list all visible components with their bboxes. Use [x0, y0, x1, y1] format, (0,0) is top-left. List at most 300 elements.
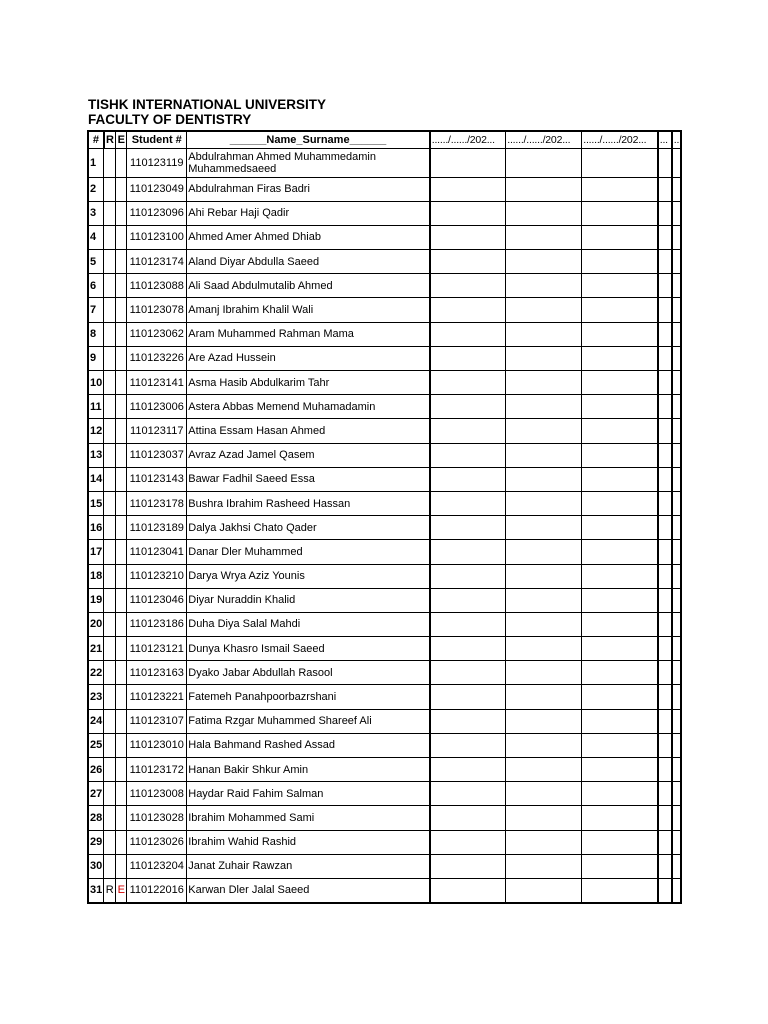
row-date-3-cell — [582, 540, 658, 564]
row-student-name: Fatemeh Panahpoorbazrshani — [187, 685, 430, 709]
row-extra-2-cell — [672, 782, 681, 806]
row-extra-1-cell — [658, 516, 672, 540]
row-date-2-cell — [506, 830, 582, 854]
row-extra-2-cell — [672, 878, 681, 902]
row-r-mark — [104, 419, 116, 443]
row-student-name: Are Azad Hussein — [187, 346, 430, 370]
row-extra-1-cell — [658, 491, 672, 515]
row-r-mark — [104, 395, 116, 419]
row-date-2-cell — [506, 371, 582, 395]
row-student-id: 110123141 — [127, 371, 187, 395]
row-date-1-cell — [430, 540, 506, 564]
row-student-name: Attina Essam Hasan Ahmed — [187, 419, 430, 443]
table-row — [88, 395, 681, 419]
row-student-id: 110123049 — [127, 177, 187, 201]
row-extra-1-cell — [658, 371, 672, 395]
row-date-3-cell — [582, 201, 658, 225]
row-number: 12 — [88, 419, 104, 443]
row-date-3-cell — [582, 274, 658, 298]
row-date-1-cell — [430, 443, 506, 467]
row-student-id: 110123204 — [127, 854, 187, 878]
row-extra-1-cell — [658, 177, 672, 201]
table-row — [88, 371, 681, 395]
row-number: 5 — [88, 250, 104, 274]
row-extra-2-cell — [672, 758, 681, 782]
row-extra-1-cell — [658, 148, 672, 177]
table-row — [88, 540, 681, 564]
table-row — [88, 830, 681, 854]
row-extra-1-cell — [658, 322, 672, 346]
row-date-2-cell — [506, 346, 582, 370]
row-extra-1-cell — [658, 878, 672, 902]
row-student-name: Dalya Jakhsi Chato Qader — [187, 516, 430, 540]
row-extra-1-cell — [658, 298, 672, 322]
row-e-mark — [116, 148, 127, 177]
row-student-id: 110123037 — [127, 443, 187, 467]
header-date-2: ....../....../202... — [506, 131, 582, 148]
row-number: 26 — [88, 758, 104, 782]
row-student-id: 110123189 — [127, 516, 187, 540]
e-mark-text: E — [117, 884, 125, 897]
row-r-mark — [104, 274, 116, 298]
row-date-2-cell — [506, 419, 582, 443]
row-extra-1-cell — [658, 274, 672, 298]
row-student-id: 110123088 — [127, 274, 187, 298]
row-date-2-cell — [506, 758, 582, 782]
row-r-mark — [104, 758, 116, 782]
row-extra-1-cell — [658, 588, 672, 612]
row-extra-2-cell — [672, 298, 681, 322]
row-student-name: Duha Diya Salal Mahdi — [187, 612, 430, 636]
row-date-1-cell — [430, 201, 506, 225]
row-e-mark — [116, 540, 127, 564]
row-number: 7 — [88, 298, 104, 322]
row-date-1-cell — [430, 274, 506, 298]
row-extra-2-cell — [672, 830, 681, 854]
row-number: 13 — [88, 443, 104, 467]
row-date-2-cell — [506, 274, 582, 298]
row-number: 1 — [88, 148, 104, 177]
header-extra-1: ... — [658, 131, 672, 148]
row-number: 16 — [88, 516, 104, 540]
row-date-2-cell — [506, 298, 582, 322]
row-date-3-cell — [582, 806, 658, 830]
row-extra-2-cell — [672, 274, 681, 298]
row-e-mark — [116, 854, 127, 878]
row-student-name: Dunya Khasro Ismail Saeed — [187, 637, 430, 661]
row-date-1-cell — [430, 612, 506, 636]
row-e-mark — [116, 201, 127, 225]
row-date-1-cell — [430, 516, 506, 540]
row-r-mark: R — [104, 878, 116, 902]
row-date-2-cell — [506, 612, 582, 636]
row-number: 17 — [88, 540, 104, 564]
table-row — [88, 758, 681, 782]
row-e-mark — [116, 661, 127, 685]
row-date-2-cell — [506, 782, 582, 806]
row-student-name: Abdulrahman Firas Badri — [187, 177, 430, 201]
table-row — [88, 346, 681, 370]
row-date-2-cell — [506, 177, 582, 201]
table-row — [88, 637, 681, 661]
row-e-mark — [116, 806, 127, 830]
row-date-3-cell — [582, 395, 658, 419]
row-date-1-cell — [430, 637, 506, 661]
row-student-name: Abdulrahman Ahmed Muhammedamin Muhammedsaeed — [187, 148, 430, 177]
row-date-3-cell — [582, 467, 658, 491]
header-e: E — [116, 131, 127, 148]
row-e-mark — [116, 225, 127, 249]
row-e-mark — [116, 782, 127, 806]
table-row — [88, 612, 681, 636]
row-date-1-cell — [430, 588, 506, 612]
row-number: 18 — [88, 564, 104, 588]
table-row — [88, 298, 681, 322]
row-e-mark — [116, 491, 127, 515]
header-extra-2: .. — [672, 131, 681, 148]
row-e-mark — [116, 177, 127, 201]
table-row — [88, 733, 681, 757]
row-extra-1-cell — [658, 564, 672, 588]
row-student-id: 110123026 — [127, 830, 187, 854]
row-extra-1-cell — [658, 540, 672, 564]
row-e-mark — [116, 322, 127, 346]
header-date-3: ....../....../202... — [582, 131, 658, 148]
row-date-2-cell — [506, 685, 582, 709]
table-row — [88, 878, 681, 902]
row-extra-2-cell — [672, 661, 681, 685]
table-row — [88, 419, 681, 443]
row-number: 21 — [88, 637, 104, 661]
row-student-name: Bawar Fadhil Saeed Essa — [187, 467, 430, 491]
row-r-mark — [104, 782, 116, 806]
row-date-3-cell — [582, 419, 658, 443]
row-extra-2-cell — [672, 395, 681, 419]
row-e-mark — [116, 298, 127, 322]
row-extra-2-cell — [672, 225, 681, 249]
row-r-mark — [104, 685, 116, 709]
row-extra-2-cell — [672, 148, 681, 177]
row-extra-2-cell — [672, 371, 681, 395]
row-student-name: Darya Wrya Aziz Younis — [187, 564, 430, 588]
row-date-2-cell — [506, 395, 582, 419]
row-r-mark — [104, 733, 116, 757]
table-row — [88, 516, 681, 540]
row-date-3-cell — [582, 491, 658, 515]
row-date-2-cell — [506, 661, 582, 685]
row-student-id: 110123100 — [127, 225, 187, 249]
row-number: 15 — [88, 491, 104, 515]
row-student-id: 110123107 — [127, 709, 187, 733]
row-student-id: 110123096 — [127, 201, 187, 225]
row-date-2-cell — [506, 588, 582, 612]
header-r: R — [104, 131, 116, 148]
table-row — [88, 201, 681, 225]
row-student-name: Karwan Dler Jalal Saeed — [187, 878, 430, 902]
row-date-1-cell — [430, 733, 506, 757]
row-student-id: 110123226 — [127, 346, 187, 370]
row-date-3-cell — [582, 758, 658, 782]
row-r-mark — [104, 709, 116, 733]
row-number: 22 — [88, 661, 104, 685]
row-extra-1-cell — [658, 661, 672, 685]
row-date-3-cell — [582, 443, 658, 467]
row-extra-1-cell — [658, 612, 672, 636]
row-student-id: 110123163 — [127, 661, 187, 685]
row-student-id: 110123008 — [127, 782, 187, 806]
row-extra-1-cell — [658, 685, 672, 709]
row-student-name: Janat Zuhair Rawzan — [187, 854, 430, 878]
row-extra-2-cell — [672, 806, 681, 830]
row-student-id: 110123117 — [127, 419, 187, 443]
row-date-3-cell — [582, 225, 658, 249]
row-student-id: 110123143 — [127, 467, 187, 491]
row-extra-2-cell — [672, 854, 681, 878]
row-student-id: 110123221 — [127, 685, 187, 709]
row-extra-2-cell — [672, 201, 681, 225]
row-student-id: 110123172 — [127, 758, 187, 782]
row-extra-2-cell — [672, 322, 681, 346]
row-e-mark — [116, 250, 127, 274]
table-header-row — [88, 131, 681, 148]
row-date-2-cell — [506, 148, 582, 177]
row-date-2-cell — [506, 540, 582, 564]
row-number: 14 — [88, 467, 104, 491]
row-r-mark — [104, 443, 116, 467]
row-date-3-cell — [582, 782, 658, 806]
row-e-mark — [116, 419, 127, 443]
row-date-2-cell — [506, 201, 582, 225]
row-date-3-cell — [582, 322, 658, 346]
row-extra-2-cell — [672, 685, 681, 709]
row-date-1-cell — [430, 806, 506, 830]
row-extra-1-cell — [658, 443, 672, 467]
row-number: 29 — [88, 830, 104, 854]
row-date-3-cell — [582, 516, 658, 540]
row-date-3-cell — [582, 588, 658, 612]
row-date-2-cell — [506, 250, 582, 274]
row-date-3-cell — [582, 250, 658, 274]
row-date-2-cell — [506, 516, 582, 540]
row-student-name: Avraz Azad Jamel Qasem — [187, 443, 430, 467]
row-number: 4 — [88, 225, 104, 249]
table-body — [88, 148, 681, 903]
row-extra-2-cell — [672, 588, 681, 612]
row-student-name: Aram Muhammed Rahman Mama — [187, 322, 430, 346]
row-e-mark — [116, 274, 127, 298]
row-date-1-cell — [430, 250, 506, 274]
row-extra-2-cell — [672, 491, 681, 515]
row-date-3-cell — [582, 177, 658, 201]
row-date-1-cell — [430, 564, 506, 588]
row-extra-2-cell — [672, 467, 681, 491]
row-date-1-cell — [430, 685, 506, 709]
row-student-name: Astera Abbas Memend Muhamadamin — [187, 395, 430, 419]
row-number: 30 — [88, 854, 104, 878]
row-student-name: Diyar Nuraddin Khalid — [187, 588, 430, 612]
row-student-name: Amanj Ibrahim Khalil Wali — [187, 298, 430, 322]
table-row — [88, 661, 681, 685]
row-e-mark — [116, 467, 127, 491]
row-student-id: 110123174 — [127, 250, 187, 274]
row-student-name: Ahi Rebar Haji Qadir — [187, 201, 430, 225]
row-number: 3 — [88, 201, 104, 225]
row-number: 23 — [88, 685, 104, 709]
row-extra-2-cell — [672, 250, 681, 274]
row-extra-1-cell — [658, 346, 672, 370]
row-number: 10 — [88, 371, 104, 395]
row-number: 25 — [88, 733, 104, 757]
document-header — [88, 97, 326, 127]
row-r-mark — [104, 225, 116, 249]
row-student-name: Dyako Jabar Abdullah Rasool — [187, 661, 430, 685]
row-number: 8 — [88, 322, 104, 346]
row-date-3-cell — [582, 612, 658, 636]
row-student-id: 110123062 — [127, 322, 187, 346]
row-r-mark — [104, 806, 116, 830]
row-r-mark — [104, 854, 116, 878]
row-extra-2-cell — [672, 346, 681, 370]
row-date-2-cell — [506, 467, 582, 491]
row-date-1-cell — [430, 298, 506, 322]
row-date-3-cell — [582, 564, 658, 588]
row-date-3-cell — [582, 854, 658, 878]
row-number: 19 — [88, 588, 104, 612]
row-student-id: 110123186 — [127, 612, 187, 636]
row-extra-1-cell — [658, 782, 672, 806]
row-r-mark — [104, 177, 116, 201]
row-e-mark — [116, 346, 127, 370]
row-extra-2-cell — [672, 709, 681, 733]
row-date-2-cell — [506, 225, 582, 249]
row-e-mark — [116, 878, 127, 902]
row-r-mark — [104, 250, 116, 274]
row-date-1-cell — [430, 371, 506, 395]
row-student-id: 110123046 — [127, 588, 187, 612]
row-r-mark — [104, 491, 116, 515]
row-number: 27 — [88, 782, 104, 806]
row-date-1-cell — [430, 395, 506, 419]
row-date-3-cell — [582, 661, 658, 685]
row-date-1-cell — [430, 661, 506, 685]
table-row — [88, 588, 681, 612]
table-row — [88, 709, 681, 733]
row-student-id: 110123178 — [127, 491, 187, 515]
row-extra-1-cell — [658, 467, 672, 491]
row-date-1-cell — [430, 467, 506, 491]
row-student-name: Aland Diyar Abdulla Saeed — [187, 250, 430, 274]
row-date-3-cell — [582, 709, 658, 733]
row-date-2-cell — [506, 733, 582, 757]
row-date-1-cell — [430, 782, 506, 806]
row-r-mark — [104, 298, 116, 322]
row-date-3-cell — [582, 371, 658, 395]
row-extra-1-cell — [658, 758, 672, 782]
row-number: 6 — [88, 274, 104, 298]
header-number: # — [88, 131, 104, 148]
row-date-1-cell — [430, 322, 506, 346]
table-row — [88, 225, 681, 249]
row-e-mark — [116, 395, 127, 419]
table-row — [88, 274, 681, 298]
row-student-name: Fatima Rzgar Muhammed Shareef Ali — [187, 709, 430, 733]
table-row — [88, 322, 681, 346]
row-e-mark — [116, 758, 127, 782]
row-e-mark — [116, 612, 127, 636]
row-student-id: 110122016 — [127, 878, 187, 902]
table-row — [88, 782, 681, 806]
row-e-mark — [116, 371, 127, 395]
row-student-name: Asma Hasib Abdulkarim Tahr — [187, 371, 430, 395]
table-row — [88, 854, 681, 878]
row-date-2-cell — [506, 854, 582, 878]
row-extra-2-cell — [672, 177, 681, 201]
row-date-2-cell — [506, 878, 582, 902]
row-date-1-cell — [430, 177, 506, 201]
row-student-name: Ibrahim Mohammed Sami — [187, 806, 430, 830]
header-name-surname: ______Name_Surname______ — [187, 131, 430, 148]
row-student-id: 110123041 — [127, 540, 187, 564]
row-date-2-cell — [506, 322, 582, 346]
row-number: 24 — [88, 709, 104, 733]
row-number: 9 — [88, 346, 104, 370]
row-number: 2 — [88, 177, 104, 201]
row-extra-1-cell — [658, 830, 672, 854]
row-e-mark — [116, 564, 127, 588]
row-student-name: Hala Bahmand Rashed Assad — [187, 733, 430, 757]
row-extra-1-cell — [658, 419, 672, 443]
row-extra-1-cell — [658, 395, 672, 419]
row-date-1-cell — [430, 346, 506, 370]
row-date-2-cell — [506, 709, 582, 733]
row-r-mark — [104, 540, 116, 564]
row-student-id: 110123210 — [127, 564, 187, 588]
row-student-id: 110123078 — [127, 298, 187, 322]
row-date-1-cell — [430, 830, 506, 854]
row-date-1-cell — [430, 148, 506, 177]
row-r-mark — [104, 612, 116, 636]
row-extra-2-cell — [672, 637, 681, 661]
row-r-mark — [104, 467, 116, 491]
row-extra-1-cell — [658, 250, 672, 274]
row-r-mark — [104, 201, 116, 225]
row-r-mark — [104, 661, 116, 685]
table-row — [88, 467, 681, 491]
row-extra-1-cell — [658, 854, 672, 878]
attendance-table — [87, 130, 682, 904]
row-student-name: Ibrahim Wahid Rashid — [187, 830, 430, 854]
row-student-id: 110123119 — [127, 148, 187, 177]
header-date-1: ....../....../202... — [430, 131, 506, 148]
table-row — [88, 177, 681, 201]
row-extra-1-cell — [658, 806, 672, 830]
table-row — [88, 685, 681, 709]
row-student-name: Danar Dler Muhammed — [187, 540, 430, 564]
row-extra-1-cell — [658, 637, 672, 661]
row-r-mark — [104, 371, 116, 395]
row-r-mark — [104, 564, 116, 588]
row-student-id: 110123028 — [127, 806, 187, 830]
row-date-3-cell — [582, 685, 658, 709]
row-date-1-cell — [430, 854, 506, 878]
row-date-3-cell — [582, 878, 658, 902]
row-date-2-cell — [506, 564, 582, 588]
row-date-2-cell — [506, 806, 582, 830]
row-r-mark — [104, 148, 116, 177]
row-date-1-cell — [430, 709, 506, 733]
row-student-id: 110123121 — [127, 637, 187, 661]
table-row — [88, 148, 681, 177]
